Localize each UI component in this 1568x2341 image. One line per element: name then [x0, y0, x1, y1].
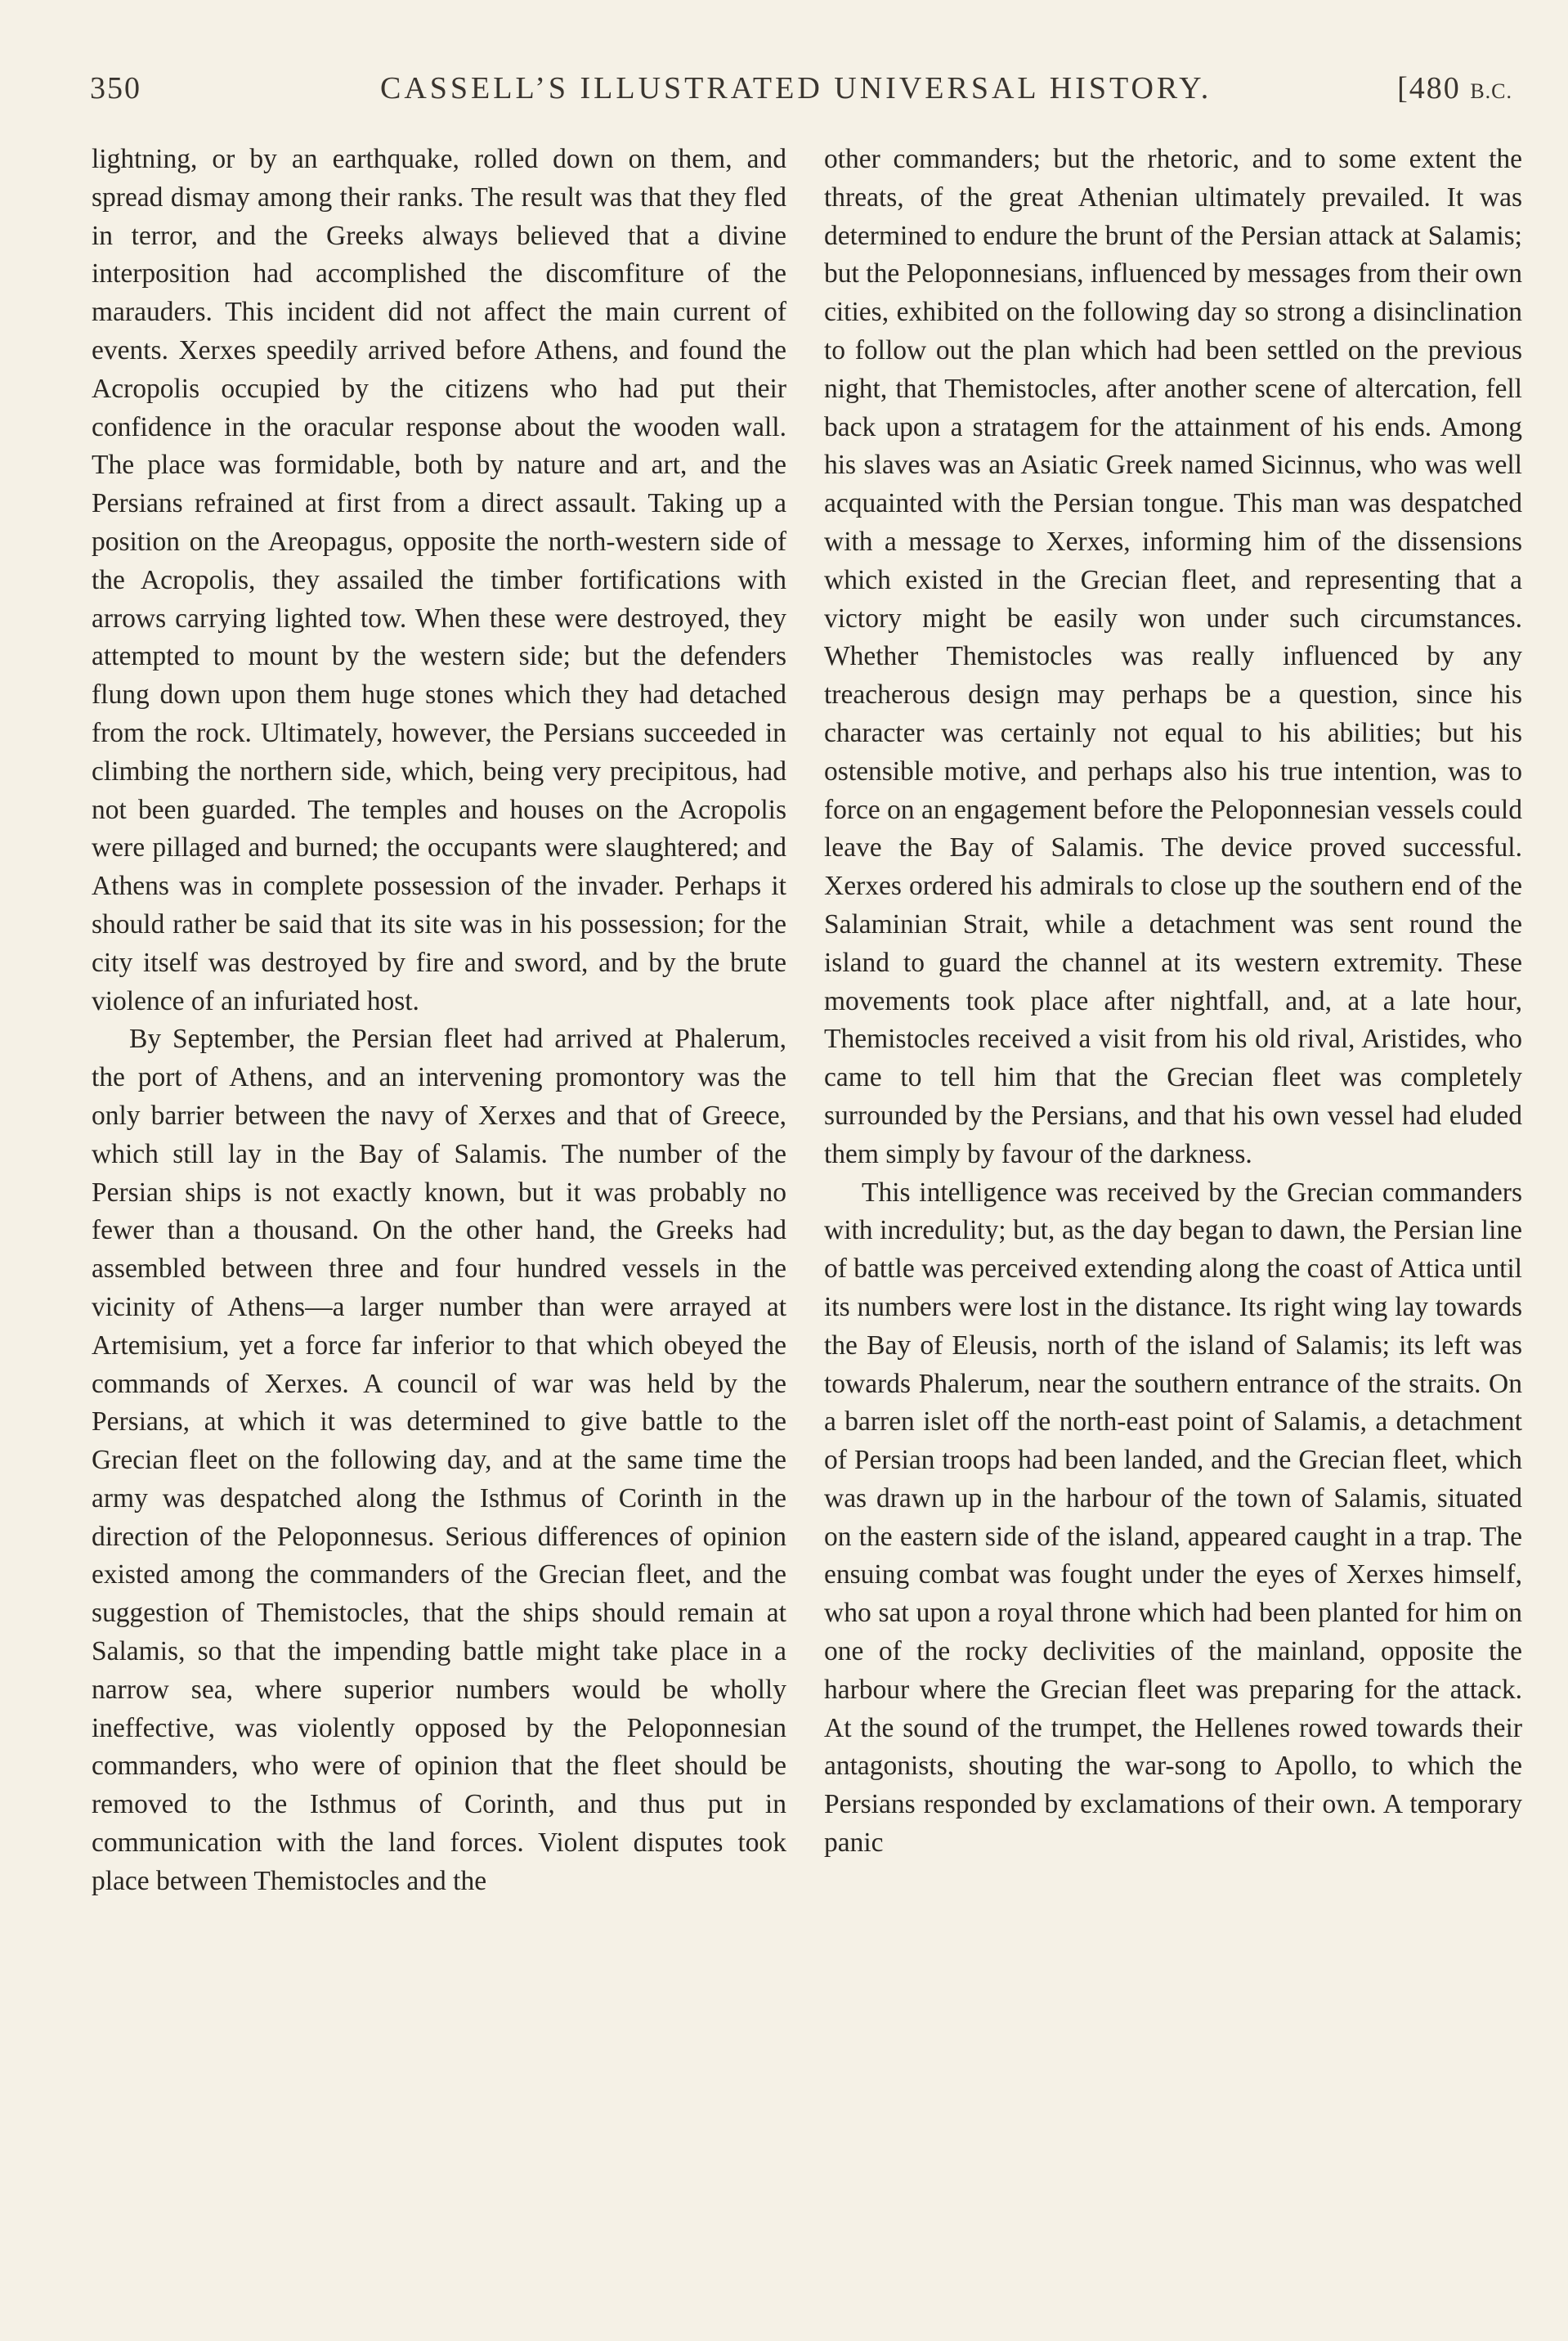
page-number: 350	[90, 71, 141, 105]
column-divider	[805, 155, 806, 2200]
paragraph: By September, the Persian fleet had arrived at Phalerum, the port of Athens, and an intervening promontory was the only barrier between the navy of Xerxes and that of Greece, which still lay in the Bay of Salamis. The number of the Persian ships is not exactly known, but it was probably no fewer than a thousand. On the other hand, the Greeks had assembled between three and four hundred vessels in the vicinity of Athens—a larger number than were arrayed at Artemisium, yet a force far inferior to that which obeyed the commands of Xerxes. A council of war was held by the Persians, at which it was determined to give battle to the Grecian fleet on the following day, and at the same time the army was despatched along the Isthmus of Corinth in the direction of the Peloponnesus. Serious differences of opinion existed among the commanders of the Grecian fleet, and the suggestion of Themistocles, that the ships should remain at Salamis, so that the impending battle might take place in a narrow sea, where superior numbers would be wholly ineffective, was violently opposed by the Peloponnesian commanders, who were of opinion that the fleet should be removed to the Isthmus of Corinth, and thus put in communication with the land forces. Violent disputes took place between Themistocles and the	[92, 1024, 786, 1896]
running-head	[90, 64, 1512, 121]
paragraph: This intelligence was received by the Grecian commanders with incredulity; but, as the day began to dawn, the Persian line of battle was perceived extending along the coast of Attica until its numbers were lost in the distance. Its right wing lay towards the Bay of Eleusis, north of the island of Salamis; its left was towards Phalerum, near the southern entrance of the straits. On a barren islet off the north-east point of Salamis, a detachment of Persian troops had been landed, and the Grecian fleet, which was drawn up in the harbour of the town of Salamis, situated on the eastern side of the island, appeared caught in a trap. The ensuing combat was fought under the eyes of Xerxes himself, who sat upon a royal throne which had been planted for him on one of the rocky declivities of the mainland, opposite the harbour where the Grecian fleet was preparing for the attack. At the sound of the trumpet, the Hellenes rowed towards their antagonists, shouting the war-song to Apollo, to which the Persians responded by exclamations of their own. A temporary panic	[824, 1177, 1522, 1859]
date-era: B.C.	[1470, 79, 1512, 103]
book-title: CASSELL’S ILLUSTRATED UNIVERSAL HISTORY.	[380, 71, 1212, 105]
right-column	[824, 141, 1522, 1863]
paragraph: lightning, or by an earthquake, rolled down on them, and spread dismay among their ranks. The result was that they fled in terror, and the Greeks always believed that a divine interposition had accomplished the discomfiture of the marauders. This incident did not affect the main current of events. Xerxes speedily arrived before Athens, and found the Acropolis occupied by the citizens who had put their confidence in the oracular response about the wooden wall. The place was formidable, both by nature and art, and the Persians refrained at first from a direct assault. Taking up a position on the Areopagus, opposite the north-western side of the Acropolis, they assailed the timber fortifications with arrows carrying lighted tow. When these were destroyed, they attempted to mount by the western side; but the defenders flung down upon them huge stones which they had detached from the rock. Ultimately, however, the Persians succeeded in climbing the northern side, which, being very precipitous, had not been guarded. The temples and houses on the Acropolis were pillaged and burned; the occupants were slaughtered; and Athens was in complete possession of the invader. Perhaps it should rather be said that its site was in his possession; for the city itself was destroyed by fire and sword, and by the brute violence of an infuriated host.	[92, 144, 786, 1016]
paragraph: other commanders; but the rhetoric, and to some extent the threats, of the great Athenian ultimately prevailed. It was determined to endure the brunt of the Persian attack at Salamis; but the Peloponnesians, influenced by messages from their own cities, exhibited on the following day so strong a disinclination to follow out the plan which had been settled on the previous night, that Themistocles, after another scene of altercation, fell back upon a stratagem for the attainment of his ends. Among his slaves was an Asiatic Greek named Sicinnus, who was well acquainted with the Persian tongue. This man was despatched with a message to Xerxes, informing him of the dissensions which existed in the Grecian fleet, and representing that a victory might be easily won under such circumstances. Whether Themistocles was really influenced by any treacherous design may perhaps be a question, since his character was certainly not equal to his abilities; but his ostensible motive, and perhaps also his true intention, was to force on an engagement before the Peloponnesian vessels could leave the Bay of Salamis. The device proved successful. Xerxes ordered his admirals to close up the southern end of the Salaminian Strait, while a detachment was sent round the island to guard the channel at its western extremity. These movements took place after nightfall, and, at a late hour, Themistocles received a visit from his old rival, Aristides, who came to tell him that the Grecian fleet was completely surrounded by the Persians, and that his own vessel had eluded them simply by favour of the darkness.	[824, 144, 1522, 1169]
date-range	[1397, 70, 1512, 106]
date-prefix: [480	[1397, 71, 1471, 105]
left-column	[92, 141, 786, 1901]
